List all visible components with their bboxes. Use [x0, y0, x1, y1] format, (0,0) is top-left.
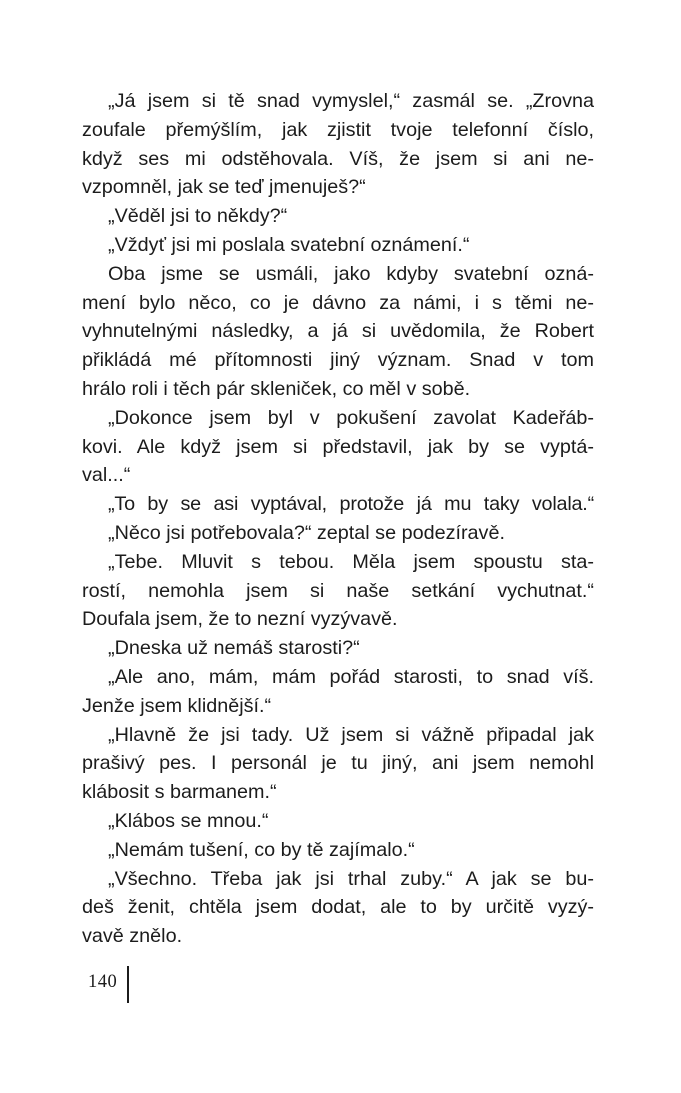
text-line: „Nemám tušení, co by tě zajímalo.“ — [108, 838, 415, 861]
text-line: „To by se asi vyptával, protože já mu taky volala.“ — [108, 493, 594, 516]
text-line: Jenže jsem klidnější.“ — [82, 694, 272, 717]
paragraph — [82, 404, 594, 490]
text-line: Doufala jsem, že to nezní vyzývavě. — [82, 608, 398, 631]
text-line: „Ale ano, mám, mám pořád starosti, to snad víš. — [108, 665, 594, 688]
text-line: klábosit s barmanem.“ — [82, 781, 277, 804]
paragraph — [82, 231, 594, 260]
paragraph — [82, 519, 594, 548]
text-line: „Já jsem si tě snad vymyslel,“ zasmál se. „Zrovna — [108, 90, 594, 112]
paragraph — [82, 490, 594, 519]
text-line: „Tebe. Mluvit s tebou. Měla jsem spoustu sta- — [108, 550, 594, 573]
paragraph — [82, 202, 594, 231]
text-line: Oba jsme se usmáli, jako kdyby svatební ozná- — [108, 262, 594, 285]
text-line: rostí, nemohla jsem si naše setkání vychutnat.“ — [82, 579, 594, 602]
text-line: „Klábos se mnou.“ — [108, 809, 269, 832]
paragraph — [82, 87, 594, 202]
text-line: „Dneska už nemáš starosti?“ — [108, 637, 360, 660]
text-line: mení bylo něco, co je dávno za námi, i s těmi ne- — [82, 291, 594, 314]
text-line: hrálo roli i těch pár skleniček, co měl v sobě. — [82, 377, 471, 400]
paragraph — [82, 634, 594, 663]
text-line: „Něco jsi potřebovala?“ zeptal se podezíravě. — [108, 521, 505, 544]
text-line: vzpomněl, jak se teď jmenuješ?“ — [82, 176, 366, 199]
text-line: přikládá mé přítomnosti jiný význam. Snad v tom — [82, 349, 594, 372]
paragraph — [82, 721, 594, 807]
paragraph — [82, 807, 594, 836]
paragraph — [82, 663, 594, 721]
text-block — [82, 87, 594, 951]
paragraph — [82, 260, 594, 404]
page-number: 140 — [88, 972, 118, 992]
text-line: „Dokonce jsem byl v pokušení zavolat Kadeřáb- — [108, 406, 594, 429]
text-line: val...“ — [82, 464, 131, 487]
text-line: když ses mi odstěhovala. Víš, že jsem si ani ne- — [82, 147, 594, 170]
page-number-divider — [127, 966, 129, 1003]
paragraph — [82, 836, 594, 865]
text-line: deš ženit, chtěla jsem dodat, ale to by určitě vyzý- — [82, 896, 594, 919]
text-line: vavě znělo. — [82, 925, 183, 948]
text-line: „Vždyť jsi mi poslala svatební oznámení.“ — [108, 233, 470, 256]
paragraph — [82, 548, 594, 634]
text-line: „Všechno. Třeba jak jsi trhal zuby.“ A jak se bu- — [108, 867, 594, 890]
paragraph — [82, 865, 594, 951]
text-line: „Hlavně že jsi tady. Už jsem si vážně připadal jak — [108, 723, 594, 746]
text-line: prašivý pes. I personál je tu jiný, ani jsem nemohl — [82, 752, 594, 775]
text-line: „Věděl jsi to někdy?“ — [108, 205, 288, 228]
text-line: kovi. Ale když jsem si představil, jak by se vyptá- — [82, 435, 594, 458]
text-line: zoufale přemýšlím, jak zjistit tvoje telefonní číslo, — [82, 118, 594, 141]
text-line: vyhnutelnými následky, a já si uvědomila, že Robert — [82, 320, 594, 343]
